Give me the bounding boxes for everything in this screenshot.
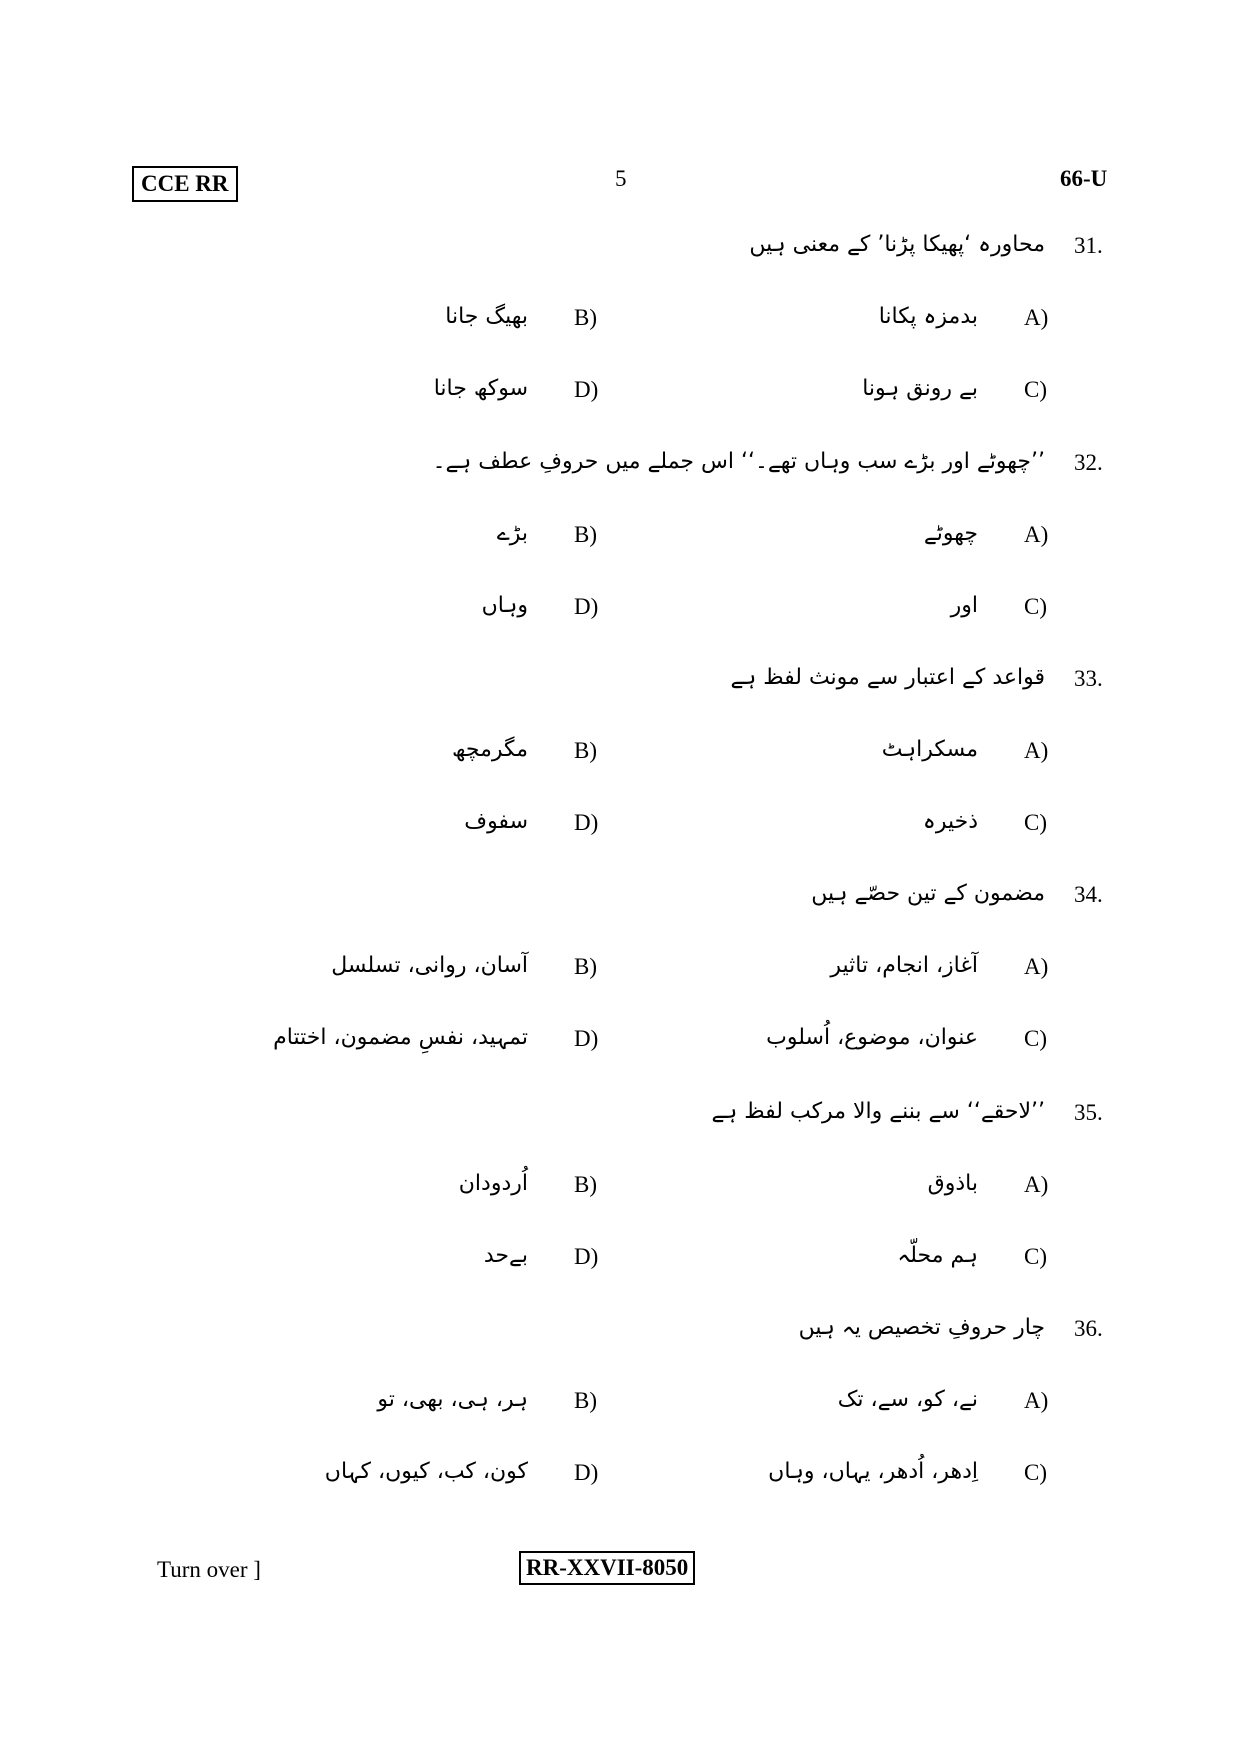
question-number: 31. xyxy=(1074,233,1103,258)
option-label: A) xyxy=(1024,954,1049,979)
option-label: B) xyxy=(574,522,597,547)
option-b-text: آسان، روانی، تسلسل xyxy=(331,953,528,978)
question-number: 36. xyxy=(1074,1316,1103,1341)
option-c-text: ذخیرہ xyxy=(922,809,978,834)
option-b-text: ہر، ہی، بھی، تو xyxy=(377,1387,528,1412)
option-a-text: آغاز، انجام، تاثیر xyxy=(830,953,978,978)
option-label: C) xyxy=(1024,594,1047,619)
page-number: 5 xyxy=(615,166,627,191)
option-label: D) xyxy=(574,1026,599,1051)
option-c-text: بے رونق ہونا xyxy=(862,376,978,401)
option-label: A) xyxy=(1024,738,1049,763)
option-d-text: تمہید، نفسِ مضمون، اختتام xyxy=(273,1025,528,1050)
option-label: C) xyxy=(1024,1026,1047,1051)
question-text: محاورہ ‘پھیکا پڑنا’ کے معنی ہیں xyxy=(749,232,1045,257)
option-label: B) xyxy=(574,1172,597,1197)
option-label: D) xyxy=(574,1460,599,1485)
option-d-text: سوکھ جانا xyxy=(433,376,528,401)
option-label: C) xyxy=(1024,377,1047,402)
option-c-text: ہم محلّہ xyxy=(897,1243,978,1268)
option-label: C) xyxy=(1024,1460,1047,1485)
subject-code: 66-U xyxy=(1060,166,1108,191)
question-number: 34. xyxy=(1074,882,1103,907)
option-d-text: وہاں xyxy=(481,593,528,618)
option-label: C) xyxy=(1024,810,1047,835)
option-label: A) xyxy=(1024,305,1049,330)
option-d-text: بےحد xyxy=(483,1243,528,1268)
option-b-text: اُردودان xyxy=(458,1171,528,1196)
paper-code-box: CCE RR xyxy=(132,166,238,202)
question-number: 35. xyxy=(1074,1100,1103,1125)
option-label: D) xyxy=(574,810,599,835)
option-b-text: بڑے xyxy=(496,521,528,546)
question-text: ’’چھوٹے اور بڑے سب وہاں تھے۔‘‘ اس جملے میں حروفِ عطف ہے۔ xyxy=(432,449,1045,474)
option-label: D) xyxy=(574,594,599,619)
option-label: D) xyxy=(574,1244,599,1269)
question-number: 32. xyxy=(1074,450,1103,475)
option-label: D) xyxy=(574,377,599,402)
option-a-text: باذوق xyxy=(927,1171,978,1196)
option-a-text: چھوٹے xyxy=(923,521,978,546)
paper-serial-code: RR-XXVII-8050 xyxy=(519,1551,695,1585)
option-label: B) xyxy=(574,954,597,979)
option-d-text: سفوف xyxy=(464,809,528,834)
option-label: A) xyxy=(1024,522,1049,547)
question-text: ’’لاحقے‘‘ سے بننے والا مرکب لفظ ہے xyxy=(711,1099,1045,1124)
option-label: A) xyxy=(1024,1172,1049,1197)
turn-over-note: Turn over ] xyxy=(157,1557,261,1582)
option-label: B) xyxy=(574,1388,597,1413)
option-label: B) xyxy=(574,305,597,330)
option-label: C) xyxy=(1024,1244,1047,1269)
question-number: 33. xyxy=(1074,666,1103,691)
option-label: A) xyxy=(1024,1388,1049,1413)
question-text: چار حروفِ تخصیص یہ ہیں xyxy=(798,1315,1045,1340)
option-a-text: نے، کو، سے، تک xyxy=(837,1387,978,1412)
option-c-text: اور xyxy=(950,593,978,618)
question-text: مضمون کے تین حصّے ہیں xyxy=(811,881,1045,906)
option-b-text: بھیگ جانا xyxy=(445,304,528,329)
option-a-text: مسکراہٹ xyxy=(881,737,978,762)
option-c-text: عنوان، موضوع، اُسلوب xyxy=(766,1025,978,1050)
question-text: قواعد کے اعتبار سے مونث لفظ ہے xyxy=(730,665,1045,690)
option-d-text: کون، کب، کیوں، کہاں xyxy=(324,1459,528,1484)
option-label: B) xyxy=(574,738,597,763)
option-b-text: مگرمچھ xyxy=(452,737,528,762)
option-a-text: بدمزہ پکانا xyxy=(878,304,978,329)
option-c-text: اِدھر، اُدھر، یہاں، وہاں xyxy=(768,1459,978,1484)
